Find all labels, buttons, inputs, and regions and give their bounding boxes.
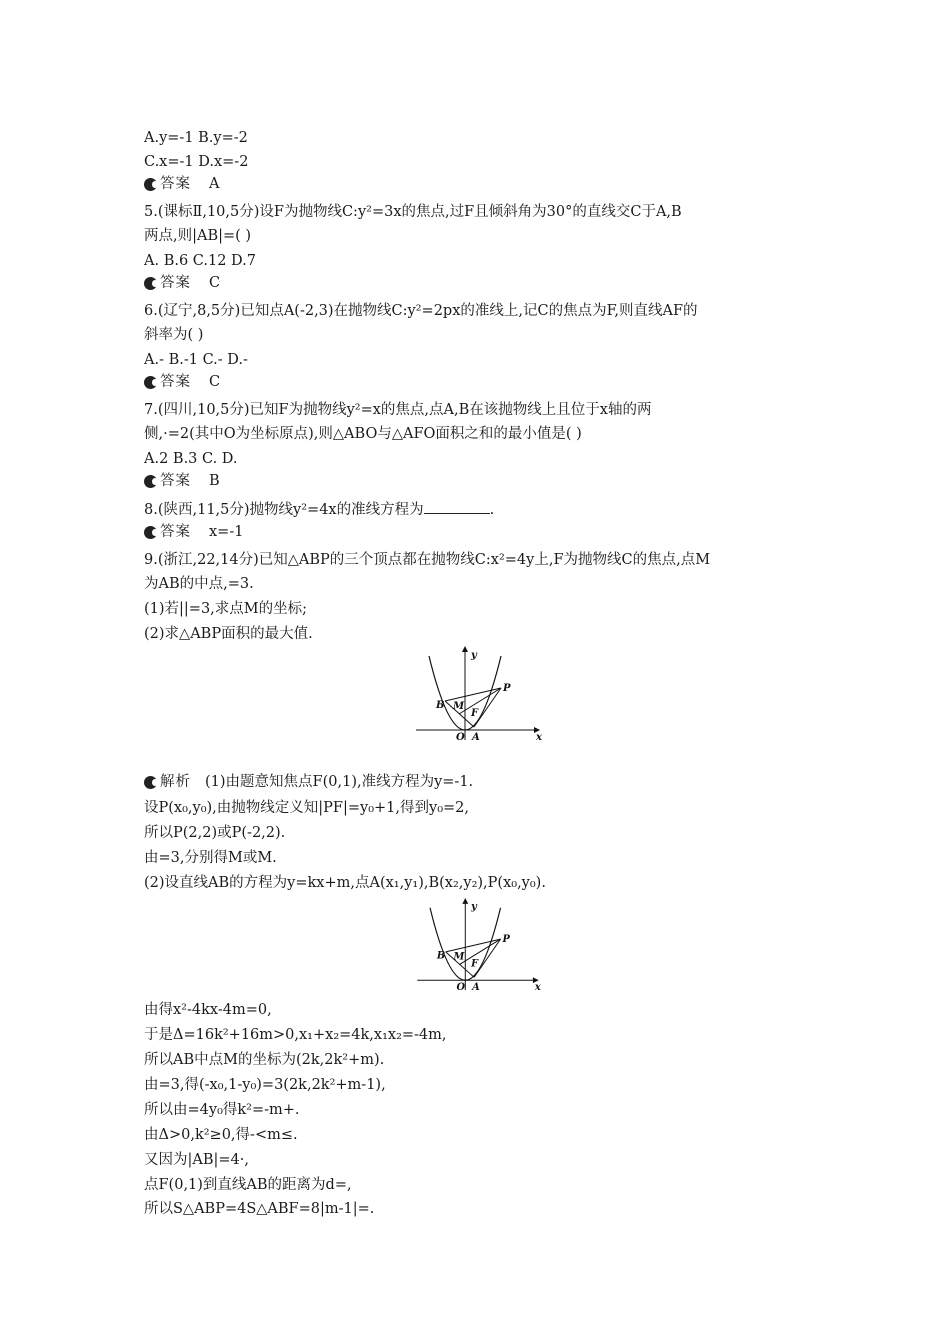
answer-label: 答案 <box>160 374 191 390</box>
answer-value: C <box>209 275 221 291</box>
solution-step-9: 由=3,得(-x₀,1-y₀)=3(2k,2k²+m-1), <box>144 1077 386 1093</box>
q5-stem-line2: 两点,则|AB|=( ) <box>144 228 252 244</box>
label-o: O <box>456 732 465 742</box>
solution-step-7: 于是Δ=16k²+16m>0,x₁+x₂=4k,x₁x₂=-4m, <box>144 1027 447 1043</box>
answer-icon <box>144 376 157 389</box>
label-x: x <box>534 982 541 992</box>
y-axis-arrow <box>462 898 468 904</box>
q5-answer <box>144 273 220 293</box>
solution-step-1: (1)由题意知焦点F(0,1),准线方程为y=-1. <box>205 774 474 790</box>
parabola-figure-repeat <box>414 896 544 992</box>
q6-answer <box>144 372 220 392</box>
solution-step-2: 设P(x₀,y₀),由抛物线定义知|PF|=y₀+1,得到y₀=2, <box>144 800 469 816</box>
q7-answer <box>144 471 220 491</box>
label-f: F <box>471 958 479 970</box>
solution-header <box>144 772 473 792</box>
label-y: y <box>471 650 477 661</box>
solution-step-10: 所以由=4y₀得k²=-m+. <box>144 1102 300 1118</box>
answer-label: 答案 <box>160 524 191 540</box>
label-m: M <box>453 951 465 963</box>
answer-label: 答案 <box>160 275 191 291</box>
q7-options: A.2 B.3 C. D. <box>144 451 238 467</box>
label-f: F <box>471 708 479 719</box>
solution-step-6: 由得x²-4kx-4m=0, <box>144 1002 272 1018</box>
q4-answer <box>144 174 219 194</box>
q9-part1: (1)若||=3,求点M的坐标; <box>144 601 308 617</box>
segment-bp <box>446 939 501 952</box>
answer-label: 答案 <box>160 176 191 192</box>
label-y: y <box>471 901 477 913</box>
q6-options: A.- B.-1 C.- D.- <box>144 352 248 368</box>
q6-stem-line1: 6.(辽宁,8,5分)已知点A(-2,3)在抛物线C:y²=2px的准线上,记C的焦点为F,则直线AF的 <box>144 303 698 319</box>
q6-stem-line2: 斜率为( ) <box>144 327 204 343</box>
solution-step-12: 又因为|AB|=4·, <box>144 1152 249 1168</box>
solution-label: 解析 <box>160 774 191 790</box>
label-o: O <box>456 982 466 992</box>
label-a: A <box>472 732 480 742</box>
q5-stem-line1: 5.(课标Ⅱ,10,5分)设F为抛物线C:y²=3x的焦点,过F且倾斜角为30°的直线交C于A,B <box>144 204 682 220</box>
q7-stem-line2: 侧,·=2(其中O为坐标原点),则△ABO与△AFO面积之和的最小值是( ) <box>144 426 582 442</box>
answer-icon <box>144 277 157 290</box>
solution-step-8: 所以AB中点M的坐标为(2k,2k²+m). <box>144 1052 385 1068</box>
q9-stem-line2: 为AB的中点,=3. <box>144 576 254 592</box>
segment-bp <box>445 688 501 701</box>
answer-icon <box>144 178 157 191</box>
answer-icon <box>144 526 157 539</box>
solution-step-14: 所以S△ABP=4S△ABF=8|m-1|=. <box>144 1201 375 1217</box>
answer-blank <box>424 499 490 514</box>
solution-step-13: 点F(0,1)到直线AB的距离为d=, <box>144 1177 352 1193</box>
solution-icon <box>144 776 157 789</box>
label-p: P <box>502 934 510 946</box>
q4-options-row1: A.y=-1 B.y=-2 <box>144 130 248 146</box>
q9-stem-line1: 9.(浙江,22,14分)已知△ABP的三个顶点都在抛物线C:x²=4y上,F为抛物线C的焦点,点M <box>144 552 711 568</box>
answer-label: 答案 <box>160 473 191 489</box>
solution-step-11: 由Δ>0,k²≥0,得-<m≤. <box>144 1127 298 1143</box>
label-p: P <box>503 683 511 694</box>
label-a: A <box>472 982 480 992</box>
q5-options: A. B.6 C.12 D.7 <box>144 253 256 269</box>
label-b: B <box>436 950 446 962</box>
label-b: B <box>436 700 445 711</box>
answer-value: A <box>209 176 220 192</box>
solution-step-4: 由=3,分别得M或M. <box>144 850 277 866</box>
q7-stem-line1: 7.(四川,10,5分)已知F为抛物线y²=x的焦点,点A,B在该抛物线上且位于x轴的两 <box>144 402 652 418</box>
q8-answer <box>144 522 243 542</box>
q9-part2: (2)求△ABP面积的最大值. <box>144 626 313 642</box>
answer-value: C <box>209 374 221 390</box>
answer-value: x=-1 <box>209 524 244 540</box>
solution-step-5: (2)设直线AB的方程为y=kx+m,点A(x₁,y₁),B(x₂,y₂),P(x₀,y₀). <box>144 875 546 891</box>
answer-value: B <box>209 473 220 489</box>
q4-options-row2: C.x=-1 D.x=-2 <box>144 154 249 170</box>
label-x: x <box>536 732 542 742</box>
q8-stem <box>144 499 494 520</box>
solution-step-3: 所以P(2,2)或P(-2,2). <box>144 825 286 841</box>
answer-icon <box>144 475 157 488</box>
y-axis-arrow <box>462 646 468 652</box>
parabola-figure <box>414 644 544 742</box>
q8-stem-text: 8.(陕西,11,5分)抛物线y²=4x的准线方程为 <box>144 502 424 518</box>
q8-stem-end: . <box>489 502 495 518</box>
label-m: M <box>453 701 465 712</box>
